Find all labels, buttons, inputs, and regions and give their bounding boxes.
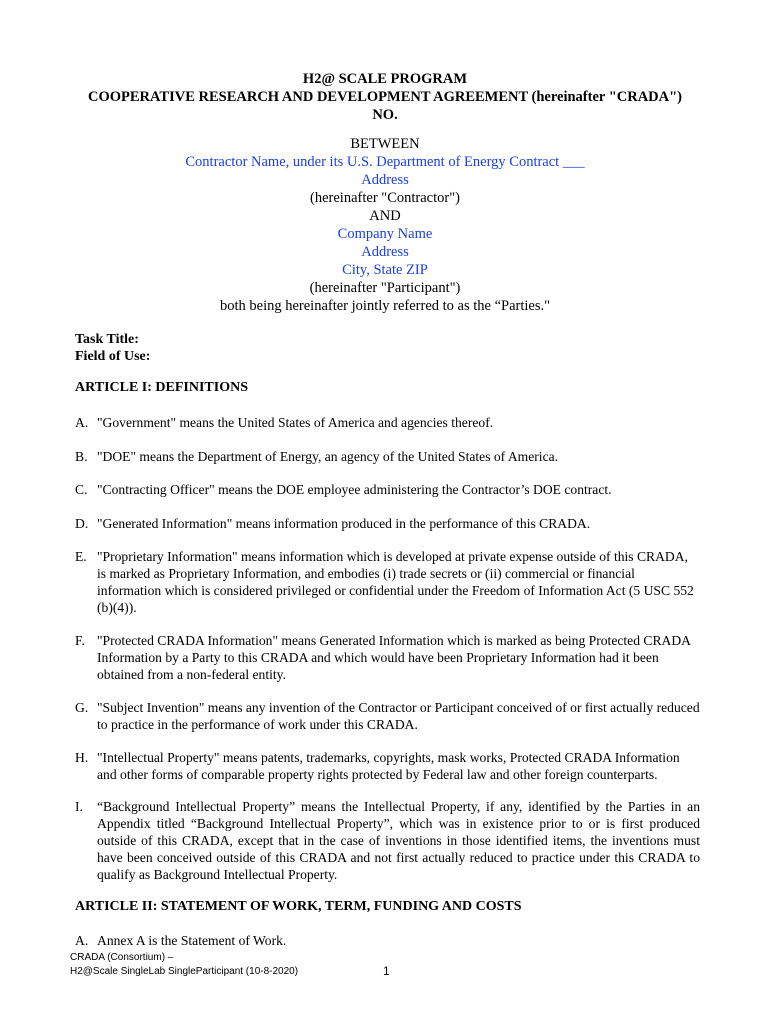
definition-letter: F. (75, 633, 85, 648)
definition-text: "Subject Invention" means any invention of the Contractor or Participant conceived of or first actually reduced to practice in the performance of work under this CRADA. (97, 700, 700, 732)
footer-doc-type: CRADA (Consortium) – (70, 952, 174, 963)
definition-letter: D. (75, 516, 89, 531)
definition-e (75, 548, 700, 616)
definition-letter: B. (75, 449, 88, 464)
field-of-use-label: Field of Use: (75, 349, 151, 364)
page-number: 1 (383, 964, 390, 978)
definition-a (75, 414, 700, 431)
definition-letter: H. (75, 750, 89, 765)
program-title: H2@ SCALE PROGRAM (302, 71, 468, 87)
definition-letter: I. (75, 799, 83, 814)
definition-text: "Government" means the United States of America and agencies thereof. (97, 415, 494, 430)
participant-hereinafter: (hereinafter "Participant") (309, 280, 461, 296)
between-label: BETWEEN (350, 136, 420, 152)
definition-text: “Background Intellectual Property” means the Intellectual Property, if any, identified by the Parties in an Appendix titled “Background Intellectual Property”, which was in existence prior to or is first produced outside of this CRADA, except that in the case of inventions in those identified items, the inventions must have been conceived outside of this CRADA and not first actually reduced to practice under this CRADA to qualify as Background Intellectual Property. (97, 799, 700, 882)
parties-jointly: both being hereinafter jointly referred to as the “Parties." (219, 298, 551, 314)
agreement-title: COOPERATIVE RESEARCH AND DEVELOPMENT AGREEMENT (hereinafter "CRADA") (88, 89, 682, 105)
definition-i (75, 798, 700, 883)
contractor-address: Address (361, 172, 409, 188)
definition-h (75, 749, 700, 783)
definition-g (75, 699, 700, 733)
definition-letter: E. (75, 549, 87, 564)
task-title-label: Task Title: (75, 332, 139, 347)
article-1-heading: ARTICLE I: DEFINITIONS (75, 380, 248, 395)
definition-c (75, 481, 700, 498)
definition-b (75, 448, 700, 465)
definition-text: "Intellectual Property" means patents, trademarks, copyrights, mask works, Protected CRADA Information and other forms of comparable property rights protected by Federal law and other foreign counterparts. (97, 750, 680, 782)
definition-letter: A. (75, 415, 89, 430)
definition-letter: G. (75, 700, 89, 715)
company-name: Company Name (337, 226, 433, 242)
footer-doc-version: H2@Scale SingleLab SingleParticipant (10-8-2020) (70, 966, 299, 977)
definition-text: "Contracting Officer" means the DOE employee administering the Contractor’s DOE contract. (97, 482, 612, 497)
article-2-item-a (75, 932, 700, 949)
definition-letter: C. (75, 482, 88, 497)
company-city-state-zip: City, State ZIP (342, 262, 428, 278)
definition-d (75, 515, 700, 532)
definition-text: "Proprietary Information" means information which is developed at private expense outside of this CRADA, is marked as Proprietary Information, and embodies (i) trade secrets or (ii) commercial or financial information which is considered privileged or confidential under the Freedom of Information Act (5 USC 552 (b)(4)). (97, 549, 694, 615)
and-label: AND (369, 208, 401, 224)
company-address: Address (361, 244, 409, 260)
definition-f (75, 632, 700, 683)
definition-text: "DOE" means the Department of Energy, an agency of the United States of America. (97, 449, 559, 464)
article-2-heading: ARTICLE II: STATEMENT OF WORK, TERM, FUNDING AND COSTS (75, 899, 522, 914)
definition-text: "Protected CRADA Information" means Generated Information which is marked as being Protected CRADA Information by a Party to this CRADA and which would have been Proprietary Information had it been obtained from a non-federal entity. (97, 633, 691, 682)
item-text: Annex A is the Statement of Work. (97, 933, 287, 948)
item-letter: A. (75, 933, 89, 948)
agreement-number: NO. (372, 107, 398, 123)
contractor-name: Contractor Name, under its U.S. Department of Energy Contract ___ (185, 154, 585, 170)
definition-text: "Generated Information" means information produced in the performance of this CRADA. (97, 516, 591, 531)
contractor-hereinafter: (hereinafter "Contractor") (310, 190, 460, 206)
